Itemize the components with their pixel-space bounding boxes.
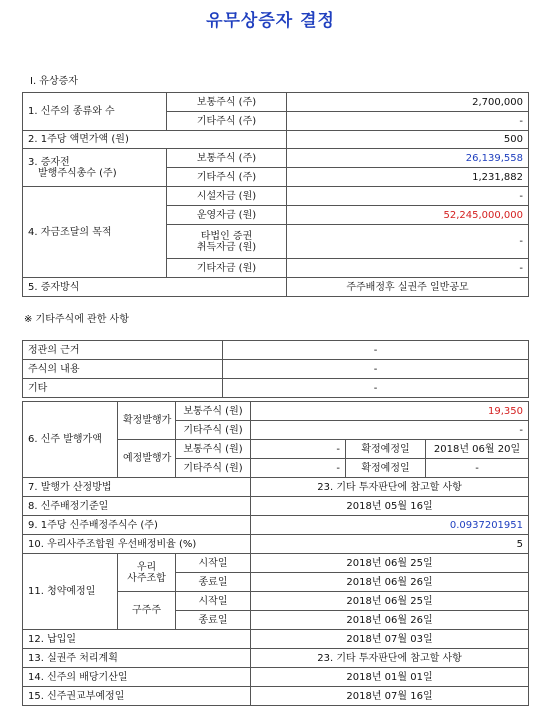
item4-acq-label — [167, 225, 287, 259]
subscription-group1 — [118, 554, 176, 592]
item4-operating-label: 운영자금 (원) — [167, 206, 287, 225]
item4-acq-label-line2: 취득자금 (원) — [196, 241, 257, 253]
subscription-label: 11. 청약예정일 — [23, 554, 118, 630]
other-stock-table — [22, 340, 529, 398]
expected-other-value: - — [251, 459, 346, 478]
item1-common-label: 보통주식 (주) — [167, 93, 287, 112]
subscription-group2: 구주주 — [118, 592, 176, 630]
g1-end-value: 2018년 06월 26일 — [251, 573, 529, 592]
item3-label-line1: 3. 증자전 — [28, 156, 70, 168]
other-stock-note: ※ 기타주식에 관한 사항 — [24, 314, 129, 325]
confirm-date-label: 확정예정일 — [346, 459, 426, 478]
other-row-value: - — [223, 360, 529, 379]
row10-label: 10. 우리사주조합원 우선배정비율 (%) — [23, 535, 251, 554]
item2-label: 2. 1주당 액면가액 (원) — [23, 131, 287, 149]
other-row-label: 기타 — [23, 379, 223, 398]
row7-label: 7. 발행가 산정방법 — [23, 478, 251, 497]
row14-label: 14. 신주의 배당기산일 — [23, 668, 251, 687]
item4-other-label: 기타자금 (원) — [167, 259, 287, 278]
item5-value: 주주배정후 실권주 일반공모 — [287, 278, 529, 297]
page-title: 유무상증자 결정 — [206, 11, 335, 31]
item4-acq-label-line1: 타법인 증권 — [200, 230, 253, 242]
row13-value: 23. 기타 투자판단에 참고할 사항 — [251, 649, 529, 668]
confirmed-common-label: 보통주식 (원) — [176, 402, 251, 421]
item5-label: 5. 증자방식 — [23, 278, 287, 297]
item3-common-value: 26,139,558 — [287, 149, 529, 168]
expected-common-value: - — [251, 440, 346, 459]
g2-end-value: 2018년 06월 26일 — [251, 611, 529, 630]
expected-common-label: 보통주식 (원) — [176, 440, 251, 459]
price-label: 6. 신주 발행가액 — [23, 402, 118, 478]
section-heading: Ⅰ. 유상증자 — [30, 76, 78, 87]
item3-common-label: 보통주식 (주) — [167, 149, 287, 168]
confirm-date-label: 확정예정일 — [346, 440, 426, 459]
row14-value: 2018년 01월 01일 — [251, 668, 529, 687]
confirmed-price-label: 확정발행가 — [118, 402, 176, 440]
other-row-label: 정관의 근거 — [23, 341, 223, 360]
item3-label-line2: 발행주식총수 (주) — [38, 167, 117, 179]
subscription-group1-line2: 사주조합 — [127, 572, 166, 584]
g2-start-label: 시작일 — [176, 592, 251, 611]
item3-other-value: 1,231,882 — [287, 168, 529, 187]
g1-end-label: 종료일 — [176, 573, 251, 592]
other-row-value: - — [223, 341, 529, 360]
item4-other-value: - — [287, 259, 529, 278]
g2-end-label: 종료일 — [176, 611, 251, 630]
confirm-date-other: - — [426, 459, 529, 478]
confirmed-common-value: 19,350 — [251, 402, 529, 421]
item1-other-value: - — [287, 112, 529, 131]
row8-label: 8. 신주배정기준일 — [23, 497, 251, 516]
issuance-detail-table — [22, 401, 529, 706]
row9-value: 0.0937201951 — [251, 516, 529, 535]
item1-other-label: 기타주식 (주) — [167, 112, 287, 131]
item1-label: 1. 신주의 종류와 수 — [23, 93, 167, 131]
other-row-value: - — [223, 379, 529, 398]
confirm-date-common: 2018년 06월 20일 — [426, 440, 529, 459]
item4-label: 4. 자금조달의 목적 — [23, 187, 167, 278]
row9-label: 9. 1주당 신주배정주식수 (주) — [23, 516, 251, 535]
row8-value: 2018년 05월 16일 — [251, 497, 529, 516]
item1-common-value: 2,700,000 — [287, 93, 529, 112]
item2-value: 500 — [287, 131, 529, 149]
other-row-label: 주식의 내용 — [23, 360, 223, 379]
row13-label: 13. 실권주 처리계획 — [23, 649, 251, 668]
row12-value: 2018년 07월 03일 — [251, 630, 529, 649]
confirmed-other-value: - — [251, 421, 529, 440]
row7-value: 23. 기타 투자판단에 참고할 사항 — [251, 478, 529, 497]
g1-start-label: 시작일 — [176, 554, 251, 573]
confirmed-other-label: 기타주식 (원) — [176, 421, 251, 440]
item4-facility-label: 시설자금 (원) — [167, 187, 287, 206]
expected-other-label: 기타주식 (원) — [176, 459, 251, 478]
item3-other-label: 기타주식 (주) — [167, 168, 287, 187]
row15-value: 2018년 07월 16일 — [251, 687, 529, 706]
item4-acq-value: - — [287, 225, 529, 259]
expected-price-label: 예정발행가 — [118, 440, 176, 478]
item4-operating-value: 52,245,000,000 — [287, 206, 529, 225]
row10-value: 5 — [251, 535, 529, 554]
subscription-group1-line1: 우리 — [136, 561, 157, 573]
item4-facility-value: - — [287, 187, 529, 206]
row15-label: 15. 신주권교부예정일 — [23, 687, 251, 706]
g2-start-value: 2018년 06월 25일 — [251, 592, 529, 611]
g1-start-value: 2018년 06월 25일 — [251, 554, 529, 573]
item3-label — [23, 149, 167, 187]
row12-label: 12. 납입일 — [23, 630, 251, 649]
rights-offering-table — [22, 92, 529, 297]
